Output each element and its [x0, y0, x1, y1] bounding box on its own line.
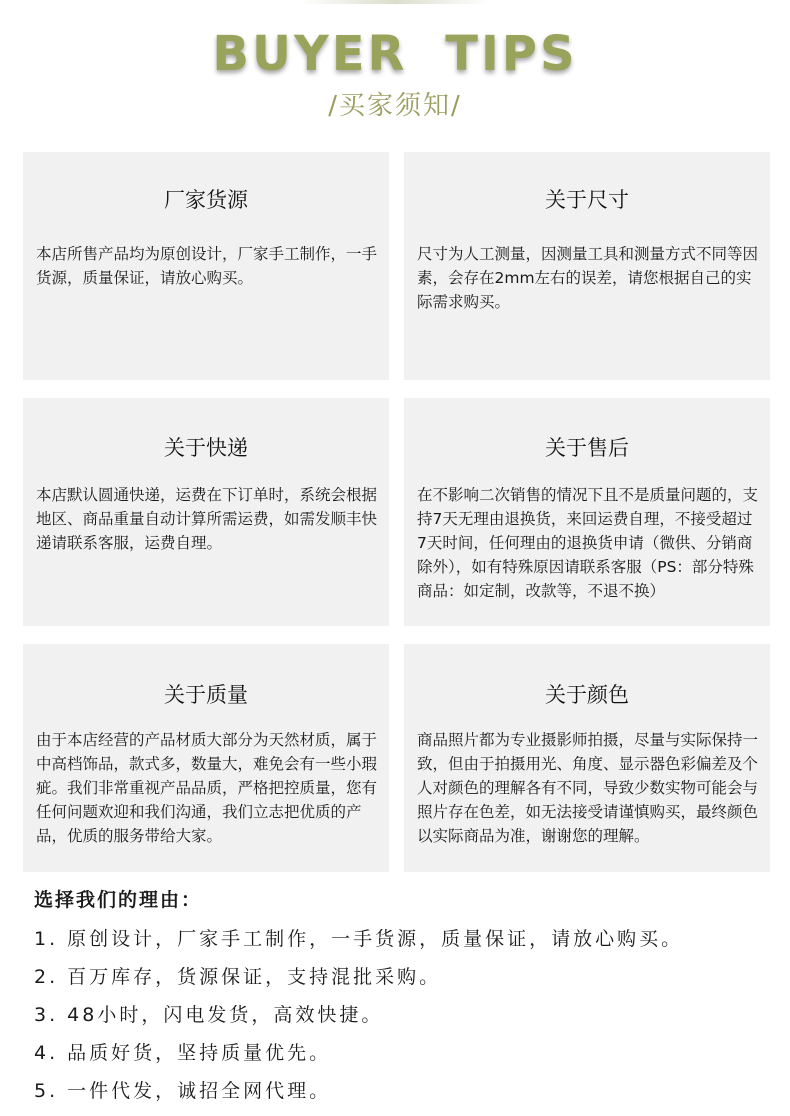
- top-accent-line: [300, 0, 490, 4]
- reason-item: 4. 品质好货，坚持质量优先。: [34, 1042, 332, 1064]
- card-body: 商品照片都为专业摄影师拍摄，尽量与实际保持一致，但由于拍摄用光、角度、显示器色彩偏差及个人对颜色的理解各有不同，导致少数实物可能会与照片存在色差，如无法接受请谨慎购买，最终颜色以实际商品为准，谢谢您的理解。: [417, 731, 759, 845]
- reason-item: 5. 一件代发，诚招全网代理。: [34, 1080, 332, 1102]
- tip-card-source: [23, 152, 389, 380]
- card-body: 本店所售产品均为原创设计，厂家手工制作，一手货源，质量保证，请放心购买。: [36, 245, 378, 287]
- card-title: 厂家货源: [164, 188, 248, 212]
- card-body: 尺寸为人工测量，因测量工具和测量方式不同等因素，会存在2mm左右的误差，请您根据自己的实际需求购买。: [417, 245, 759, 311]
- reason-item: 3. 48小时，闪电发货，高效快捷。: [34, 1004, 384, 1026]
- tip-card-shipping: [23, 398, 389, 626]
- card-body: 本店默认圆通快递，运费在下订单时，系统会根据地区、商品重量自动计算所需运费，如需发顺丰快递请联系客服，运费自理。: [36, 486, 378, 552]
- tip-card-color: [404, 644, 770, 872]
- card-title: 关于颜色: [545, 683, 629, 707]
- tip-card-size: [404, 152, 770, 380]
- tip-card-quality: [23, 644, 389, 872]
- card-title: 关于售后: [545, 436, 629, 460]
- reasons-heading: 选择我们的理由：: [34, 889, 203, 911]
- reason-item: 2. 百万库存，货源保证，支持混批采购。: [34, 966, 442, 988]
- page-subtitle: /买家须知/: [328, 91, 462, 121]
- reason-item: 1. 原创设计，厂家手工制作，一手货源，质量保证，请放心购买。: [34, 928, 684, 950]
- reasons-section: [34, 886, 774, 1116]
- card-title: 关于快递: [164, 436, 248, 460]
- tip-card-after-sales: [404, 398, 770, 626]
- card-body: 由于本店经营的产品材质大部分为天然材质，属于中高档饰品，款式多，数量大，难免会有一些小瑕疵。我们非常重视产品品质，严格把控质量，您有任何问题欢迎和我们沟通，我们立志把优质的产品，优质的服务带给大家。: [36, 731, 378, 845]
- page-title: BUYER TIPS: [212, 26, 578, 82]
- card-title: 关于尺寸: [545, 188, 629, 212]
- card-title: 关于质量: [164, 683, 248, 707]
- card-body: 在不影响二次销售的情况下且不是质量问题的，支持7天无理由退换货，来回运费自理，不接受超过7天时间，任何理由的退换货申请（微供、分销商除外），如有特殊原因请联系客服（PS：部分特殊商品：如定制，改款等，不退不换）: [417, 486, 759, 600]
